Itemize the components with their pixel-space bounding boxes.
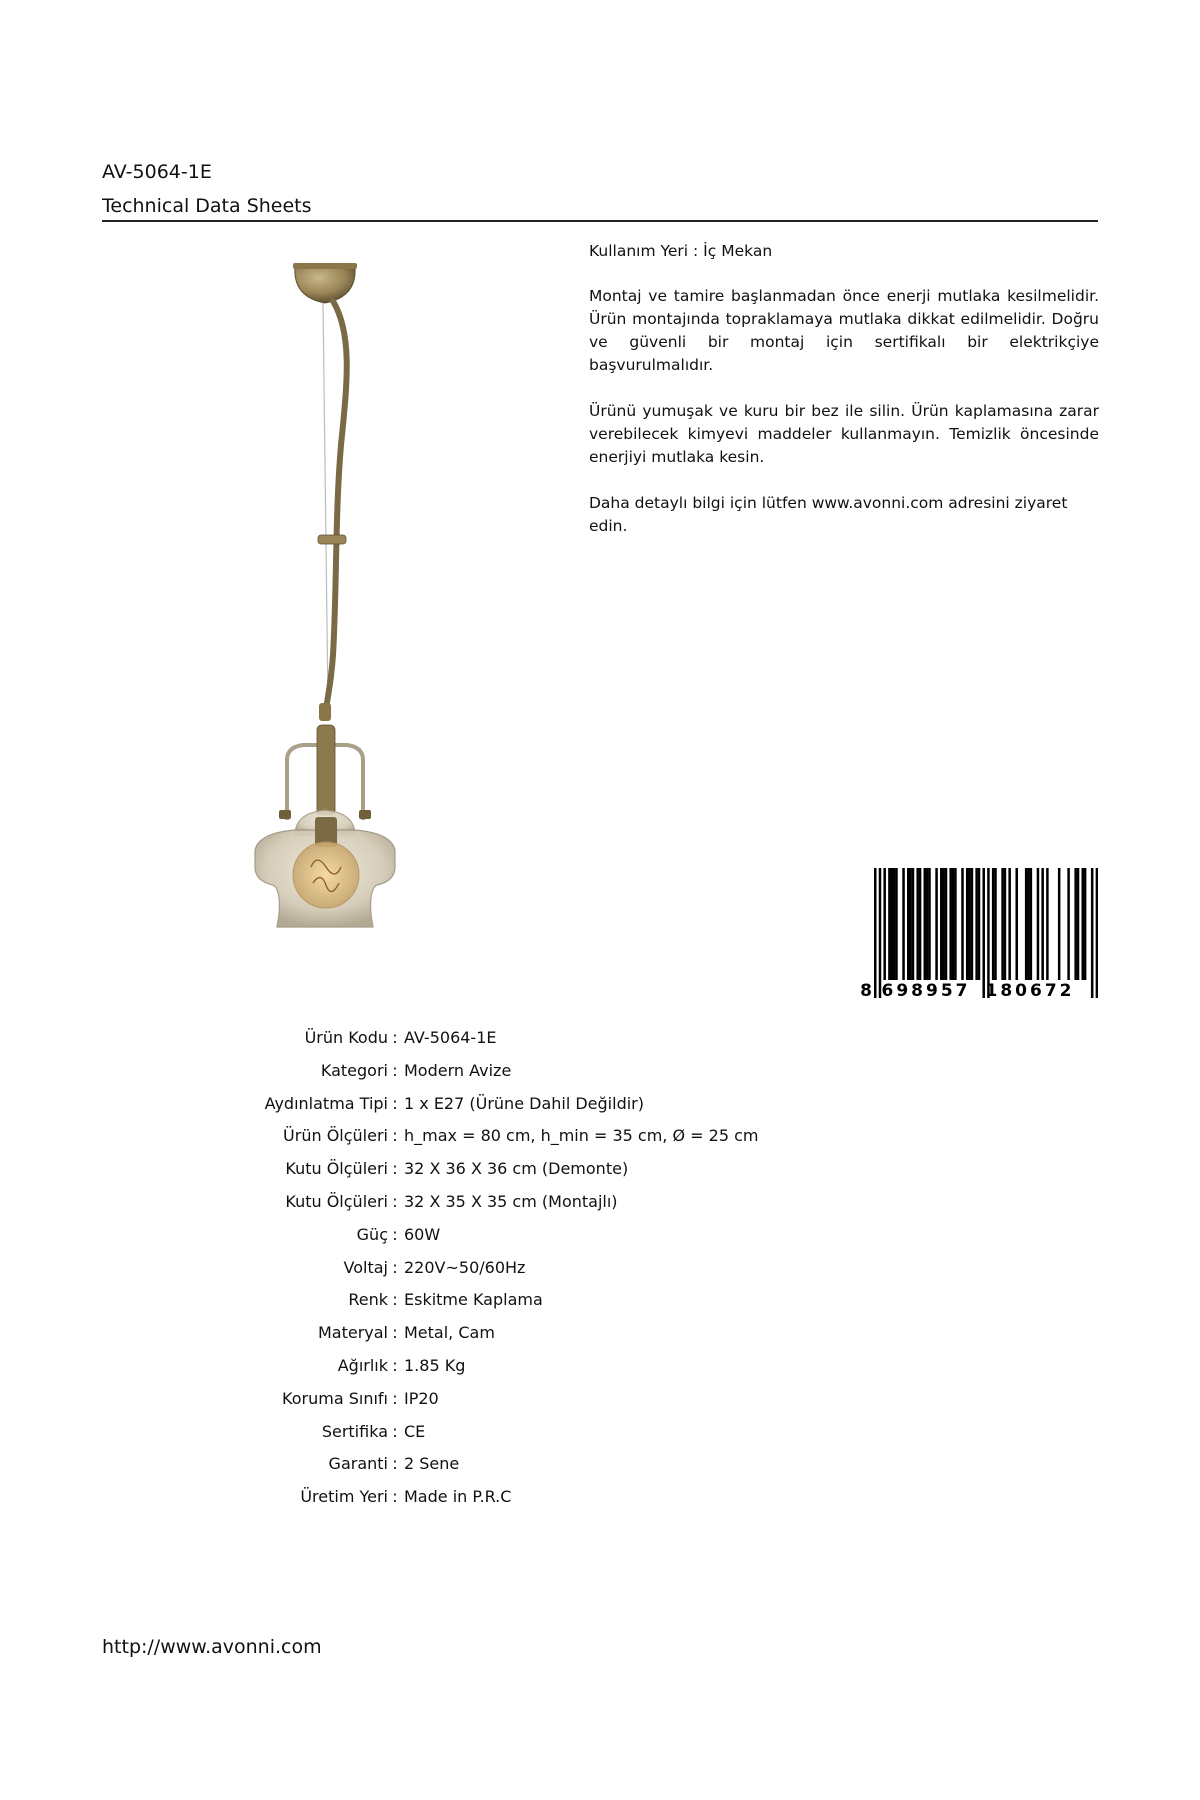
barcode-bars	[874, 868, 1098, 998]
barcode-bar	[968, 868, 971, 980]
spec-value: Metal, Cam	[404, 1323, 495, 1343]
barcode-bar	[966, 868, 969, 980]
spec-separator: :	[392, 1454, 398, 1474]
spec-row	[200, 1448, 758, 1481]
barcode-bar	[879, 868, 882, 998]
barcode-bar	[1091, 868, 1094, 998]
ean-barcode	[860, 866, 1098, 1000]
spec-value: 1 x E27 (Ürüne Dahil Değildir)	[404, 1093, 644, 1113]
barcode-bar	[1096, 868, 1098, 998]
barcode-bar	[895, 868, 898, 980]
spec-separator: :	[392, 1126, 398, 1146]
spec-label: Kutu Ölçüleri	[285, 1191, 388, 1211]
barcode-bar	[883, 868, 886, 980]
spec-label: Garanti	[328, 1454, 388, 1474]
spec-separator: :	[392, 1257, 398, 1277]
cord-clip	[318, 535, 346, 544]
spec-row	[200, 1088, 758, 1121]
barcode-bar	[942, 868, 945, 980]
barcode-bar	[992, 868, 995, 980]
barcode-bar	[919, 868, 922, 980]
pendant-lamp-image	[225, 255, 465, 935]
spec-row	[200, 1186, 758, 1219]
spec-label: Kutu Ölçüleri	[285, 1159, 388, 1179]
footer-website[interactable]: http://www.avonni.com	[102, 1636, 322, 1658]
spec-row	[200, 1383, 758, 1416]
barcode-bar	[1025, 868, 1028, 980]
barcode-bar	[1015, 868, 1018, 980]
barcode-bar	[1084, 868, 1087, 980]
spec-row	[200, 1481, 758, 1514]
spec-label: Üretim Yeri	[300, 1487, 388, 1507]
barcode-bar	[982, 868, 985, 998]
spec-row	[200, 1022, 758, 1055]
spec-label: Güç	[356, 1224, 388, 1244]
spec-separator: :	[392, 1060, 398, 1080]
product-code-title: AV-5064-1E	[102, 161, 212, 183]
spec-row	[200, 1416, 758, 1449]
side-knob-left	[279, 810, 291, 819]
barcode-bar	[994, 868, 997, 980]
barcode-bar	[1067, 868, 1070, 980]
barcode-bar	[1001, 868, 1004, 980]
safety-notice: Montaj ve tamire başlanmadan önce enerji mutlaka kesilmelidir. Ürün montajında topraklamaya mutlaka dikkat edilmelidir. Doğru ve güvenli bir montaj için sertifikalı bir elektrikçiye başvurulmalıdır.	[589, 287, 1099, 374]
more-info-text: Daha detaylı bilgi için lütfen www.avonni.com adresini ziyaret edin.	[589, 494, 1068, 535]
spec-value: 32 X 35 X 35 cm (Montajlı)	[404, 1191, 618, 1211]
spec-label: Ürün Kodu	[304, 1028, 388, 1047]
barcode-group-1: 698957	[881, 981, 971, 1000]
header-divider	[102, 220, 1098, 222]
spec-row	[200, 1252, 758, 1285]
hanger-hook	[319, 703, 331, 721]
usage-location: Kullanım Yeri : İç Mekan	[589, 242, 773, 260]
specifications-table	[200, 1022, 758, 1514]
spec-separator: :	[392, 1191, 398, 1211]
cleaning-notice: Ürünü yumuşak ve kuru bir bez ile silin. Ürün kaplamasına zarar verebilecek kimyevi maddeler kullanmayın. Temizlik öncesinde enerjiyi mutlaka kesin.	[589, 402, 1099, 466]
spec-label: Koruma Sınıfı	[282, 1388, 388, 1408]
usage-information	[589, 240, 1099, 561]
barcode-bar	[1004, 868, 1007, 980]
barcode-first-digit: 8	[860, 981, 872, 1000]
barcode-bar	[1077, 868, 1080, 980]
spec-label: Ürün Ölçüleri	[283, 1126, 388, 1146]
barcode-bar	[945, 868, 948, 980]
spec-separator: :	[392, 1355, 398, 1375]
barcode-bar	[975, 868, 978, 980]
barcode-bar	[952, 868, 955, 980]
barcode-bar	[1037, 868, 1040, 980]
spec-value: 32 X 36 X 36 cm (Demonte)	[404, 1159, 629, 1179]
barcode-bar	[961, 868, 964, 980]
barcode-bar	[874, 868, 877, 998]
barcode-bar	[954, 868, 957, 980]
spec-separator: :	[392, 1487, 398, 1507]
spec-separator: :	[392, 1290, 398, 1310]
spec-separator: :	[392, 1421, 398, 1441]
lamp-stem	[317, 725, 335, 815]
barcode-bar	[1008, 868, 1011, 980]
edison-bulb	[293, 842, 359, 908]
spec-row	[200, 1153, 758, 1186]
spec-value: Made in P.R.C	[404, 1487, 512, 1507]
document-subtitle: Technical Data Sheets	[102, 195, 312, 217]
barcode-bar	[926, 868, 929, 980]
spec-label: Kategori	[320, 1060, 388, 1080]
spec-separator: :	[392, 1028, 398, 1047]
barcode-bar	[978, 868, 981, 980]
spec-value: Eskitme Kaplama	[404, 1290, 543, 1310]
spec-value: 60W	[404, 1224, 441, 1244]
spec-value: Modern Avize	[404, 1060, 512, 1080]
barcode-bar	[971, 868, 974, 980]
spec-row	[200, 1055, 758, 1088]
barcode-bar	[1081, 868, 1084, 980]
spec-value: 220V~50/60Hz	[404, 1257, 526, 1277]
barcode-bar	[1030, 868, 1033, 980]
barcode-bar	[924, 868, 927, 980]
spec-separator: :	[392, 1388, 398, 1408]
ceiling-canopy	[295, 267, 355, 303]
barcode-bar	[902, 868, 905, 980]
barcode-bar	[888, 868, 891, 980]
side-knob-right	[359, 810, 371, 819]
barcode-bar	[940, 868, 943, 980]
barcode-bar	[909, 868, 912, 980]
barcode-bar	[987, 868, 990, 998]
spec-separator: :	[392, 1323, 398, 1343]
barcode-bar	[1046, 868, 1049, 980]
barcode-bar	[1027, 868, 1030, 980]
spec-row	[200, 1120, 758, 1153]
barcode-bar	[912, 868, 915, 980]
spec-value: h_max = 80 cm, h_min = 35 cm, Ø = 25 cm	[404, 1126, 759, 1146]
spec-value: CE	[404, 1421, 426, 1441]
spec-label: Sertifika	[321, 1421, 388, 1441]
spec-separator: :	[392, 1159, 398, 1179]
document-header	[102, 158, 1098, 220]
spec-value: AV-5064-1E	[404, 1028, 497, 1047]
spec-row	[200, 1284, 758, 1317]
barcode-bar	[1041, 868, 1044, 980]
canopy-top-plate	[293, 263, 357, 269]
spec-label: Renk	[348, 1290, 388, 1310]
suspension-wire	[323, 303, 328, 705]
barcode-bar	[928, 868, 931, 980]
spec-row	[200, 1317, 758, 1350]
power-cord	[325, 301, 347, 715]
barcode-group-2: 180672	[985, 981, 1075, 1000]
spec-value: IP20	[404, 1388, 439, 1408]
spec-label: Ağırlık	[337, 1355, 388, 1375]
barcode-bar	[949, 868, 952, 980]
spec-separator: :	[392, 1224, 398, 1244]
barcode-bar	[1074, 868, 1077, 980]
barcode-bar	[891, 868, 894, 980]
barcode-bar	[893, 868, 896, 980]
spec-label: Voltaj	[343, 1257, 388, 1277]
spec-separator: :	[392, 1093, 398, 1113]
barcode-bar	[916, 868, 919, 980]
spec-row	[200, 1219, 758, 1252]
spec-value: 1.85 Kg	[404, 1355, 466, 1375]
barcode-bar	[907, 868, 910, 980]
spec-row	[200, 1350, 758, 1383]
spec-label: Aydınlatma Tipi	[264, 1093, 388, 1113]
spec-value: 2 Sene	[404, 1454, 460, 1474]
spec-label: Materyal	[317, 1323, 388, 1343]
barcode-bar	[1058, 868, 1061, 980]
barcode-bar	[935, 868, 938, 980]
